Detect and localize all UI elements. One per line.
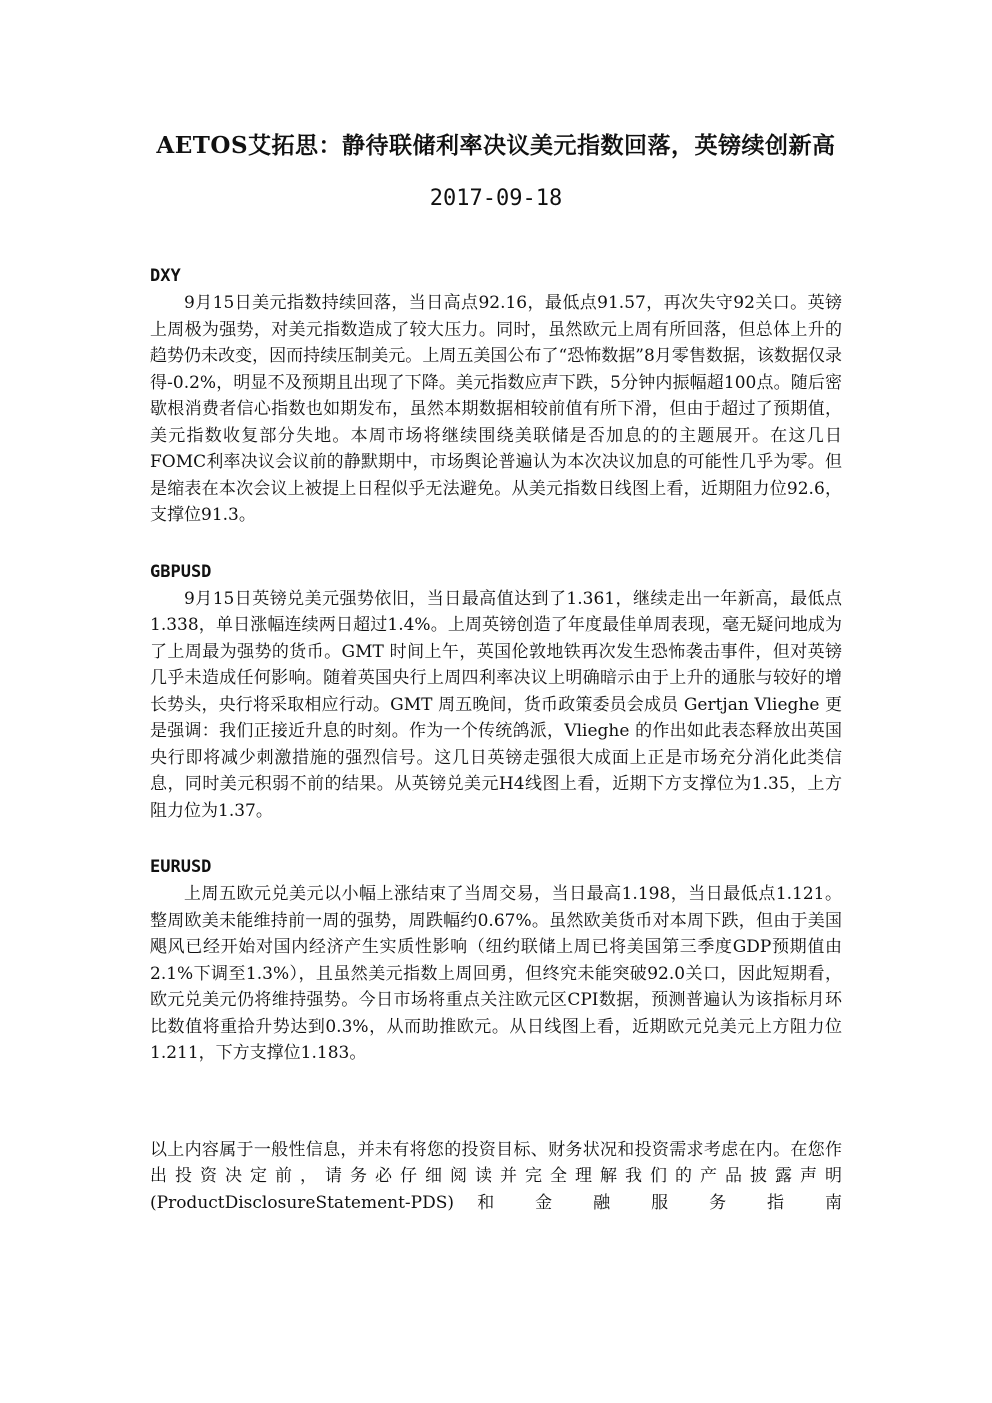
document-page [150, 118, 842, 1216]
disclaimer-text: 以上内容属于一般性信息，并未有将您的投资目标、财务状况和投资需求考虑在内。在您作出投资决定前，请务必仔细阅读并完全理解我们的产品披露声明(ProductDisclosureStatement-PDS) 和 金 融 服 务 指 南 [150, 1139, 842, 1213]
section-gbpusd [150, 558, 842, 825]
section-heading: EURUSD [150, 857, 212, 877]
section-body: 上周五欧元兑美元以小幅上涨结束了当周交易，当日最高1.198，当日最低点1.121。整周欧美未能维持前一周的强势，周跌幅约0.67%。虽然欧美货币对本周下跌，但由于美国飓风已经开始对国内经济产生实质性影响（纽约联储上周已将美国第三季度GDP预期值由2.1%下调至1.3%），且虽然美元指数上周回勇，但终究未能突破92.0关口，因此短期看，欧元兑美元仍将维持强势。今日市场将重点关注欧元区CPI数据，预测普遍认为该指标月环比数值将重拾升势达到0.3%，从而助推欧元。从日线图上看，近期欧元兑美元上方阻力位1.211，下方支撑位1.183。 [150, 884, 842, 1063]
section-eurusd [150, 853, 842, 1067]
section-body: 9月15日英镑兑美元强势依旧，当日最高值达到了1.361，继续走出一年新高，最低点1.338，单日涨幅连续两日超过1.4%。上周英镑创造了年度最佳单周表现，毫无疑问地成为了上周最为强势的货币。GMT 时间上午，英国伦敦地铁再次发生恐怖袭击事件，但对英镑几乎未造成任何影响。随着英国央行上周四利率决议上明确暗示由于上升的通胀与较好的增长势头，央行将采取相应行动。GMT 周五晚间，货币政策委员会成员 Gertjan Vlieghe 更是强调：我们正接近升息的时刻。作为一个传统鸽派，Vlieghe 的作出如此表态释放出英国央行即将减少刺激措施的强烈信号。这几日英镑走强很大成面上正是市场充分消化此类信息，同时美元积弱不前的结果。从英镑兑美元H4线图上看，近期下方支撑位为1.35，上方阻力位为1.37。 [150, 588, 842, 821]
document-date: 2017-09-18 [429, 186, 563, 211]
section-heading: DXY [150, 266, 181, 286]
section-heading: GBPUSD [150, 561, 212, 582]
document-title: AETOS艾拓思：静待联储利率决议美元指数回落，英镑续创新高 [156, 132, 836, 159]
section-body: 9月15日美元指数持续回落，当日高点92.16，最低点91.57，再次失守92关口。英镑上周极为强势，对美元指数造成了较大压力。同时，虽然欧元上周有所回落，但总体上升的趋势仍未改变，因而持续压制美元。上周五美国公布了“恐怖数据”8月零售数据，该数据仅录得-0.2%，明显不及预期且出现了下降。美元指数应声下跌，5分钟内振幅超100点。随后密歇根消费者信心指数也如期发布，虽然本期数据相较前值有所下滑，但由于超过了预期值，美元指数收复部分失地。本周市场将继续围绕美联储是否加息的的主题展开。在这几日FOMC利率决议会议前的静默期中，市场舆论普遍认为本次决议加息的可能性几乎为零。但是缩表在本次会议上被提上日程似乎无法避免。从美元指数日线图上看，近期阻力位92.6，支撑位91.3。 [150, 293, 842, 525]
section-dxy [150, 262, 842, 529]
